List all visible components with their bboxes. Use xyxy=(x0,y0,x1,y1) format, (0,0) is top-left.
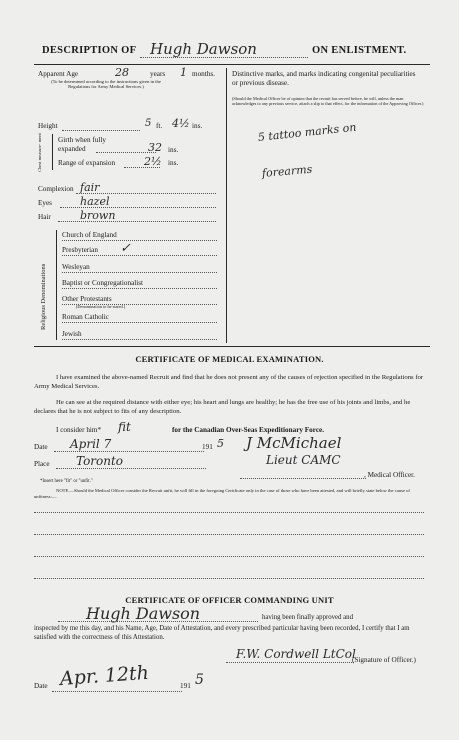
age-years: 28 xyxy=(115,66,129,79)
religion-item xyxy=(62,279,143,287)
medical-year-suffix: 5 xyxy=(217,437,224,450)
girth-label: Girth when fully expanded xyxy=(58,136,106,153)
hair-value: brown xyxy=(80,209,116,222)
religion-item xyxy=(62,263,90,271)
religion-item-label: Other Protestants xyxy=(62,295,112,303)
header-rule xyxy=(34,64,430,65)
commanding-title: CERTIFICATE OF OFFICER COMMANDING UNIT xyxy=(125,595,334,605)
marks-heading: Distinctive marks, and marks indicating congenital peculiarities or previous disease. xyxy=(232,70,416,87)
title-right: ON ENLISTMENT. xyxy=(312,45,407,56)
unfit-line-1 xyxy=(34,512,424,513)
religion-dots xyxy=(62,322,217,323)
religion-item xyxy=(62,330,82,338)
consider-label: I consider him* xyxy=(56,426,102,434)
unfit-line-3 xyxy=(34,556,424,557)
eyes-value: hazel xyxy=(80,195,110,208)
religion-dots xyxy=(62,339,217,340)
religion-side-label: Religious Denominations xyxy=(40,263,47,330)
marks-hand-1: 5 tattoo marks on xyxy=(257,120,357,144)
eyes-dots xyxy=(60,207,216,208)
ins-label-height: ins. xyxy=(192,122,203,130)
religion-item-label: Church of England xyxy=(62,231,117,239)
consider-tail: for the Canadian Over-Seas Expeditionary Force. xyxy=(172,426,324,434)
religion-item xyxy=(62,231,117,239)
ins-label-range: ins. xyxy=(168,159,179,167)
unfit-line-4 xyxy=(34,578,424,579)
religion-dots xyxy=(62,255,217,256)
religion-item-label: Roman Catholic xyxy=(62,313,109,321)
religion-item xyxy=(62,295,112,303)
unfit-line-2 xyxy=(34,534,424,535)
medical-para1: I have examined the above-named Recruit and find that he does not present any of the causes of rejection specified in the Regulations for Army Medical Services. xyxy=(34,374,424,390)
commanding-name-dots xyxy=(58,621,258,622)
commanding-date-label: Date xyxy=(34,682,48,690)
eyes-label: Eyes xyxy=(38,199,52,207)
complexion-dots xyxy=(76,193,216,194)
medical-note: NOTE.—Should the Medical Officer consider the Recruit unfit, he will fill in the foregoing Certificate only in the case of those who have been attested, and will briefly state below the cause of unfitness:— xyxy=(34,488,410,499)
complexion-label: Complexion xyxy=(38,185,74,193)
commanding-date-dots xyxy=(52,691,182,692)
commanding-year-suffix: 5 xyxy=(195,672,204,688)
ins-label-girth: ins. xyxy=(168,146,179,154)
medical-date-label: Date xyxy=(34,443,48,451)
hair-label: Hair xyxy=(38,213,51,221)
age-months: 1 xyxy=(180,66,187,79)
commanding-signature: F.W. Cordwell LtCol xyxy=(236,647,356,661)
consider-value: fit xyxy=(118,420,131,434)
place-label: Place xyxy=(34,460,50,468)
months-label: months. xyxy=(192,70,215,78)
medical-para2: He can see at the required distance with either eye; his heart and lungs are healthy; he has the free use of his joints and limbs, and he declares that he is not subject to fits of any description. xyxy=(34,399,411,415)
religion-item-label: Jewish xyxy=(62,330,82,338)
height-ft: 5 xyxy=(145,118,152,129)
insert-note: *Insert here "fit" or "unfit." xyxy=(40,479,93,484)
religion-bracket xyxy=(56,230,57,340)
commanding-sig-dots xyxy=(226,662,354,663)
medical-signature: J McMichael xyxy=(246,434,342,452)
religion-item-label: Wesleyan xyxy=(62,263,90,271)
medical-top-rule xyxy=(34,346,430,347)
ft-label: ft. xyxy=(156,122,163,130)
religion-mark: ✓ xyxy=(120,241,131,256)
other-note: (Denomination to be stated.) xyxy=(76,304,126,309)
medical-date-value: April 7 xyxy=(70,437,112,451)
height-label: Height xyxy=(38,122,58,130)
girth-value: 32 xyxy=(148,141,162,154)
chest-bracket xyxy=(52,134,53,170)
name-dotted-line xyxy=(140,57,308,58)
title-left: DESCRIPTION OF xyxy=(42,45,137,56)
years-label: years xyxy=(150,70,166,78)
religion-dots xyxy=(62,288,217,289)
apparent-age-label: Apparent Age xyxy=(38,70,79,78)
commanding-year-prefix: 191 xyxy=(180,682,191,690)
medical-signature-rank: Lieut CAMC xyxy=(266,453,341,467)
age-note: (To be determined according to the instructions given in the Regulations for Army Medical Services.) xyxy=(51,79,161,90)
medical-date-dots xyxy=(54,451,204,452)
range-value: 2½ xyxy=(144,155,162,168)
chest-label: Chest measure- ment xyxy=(37,133,42,172)
officer-dots xyxy=(240,478,366,479)
commanding-date-value: Apr. 12th xyxy=(59,661,150,690)
height-dots xyxy=(62,130,140,131)
medical-year-prefix: 191 xyxy=(202,443,213,451)
religion-dots xyxy=(62,240,217,241)
recruit-name: Hugh Dawson xyxy=(150,40,257,58)
commanding-tail1: having been finally approved and xyxy=(262,614,353,621)
medical-title: CERTIFICATE OF MEDICAL EXAMINATION. xyxy=(135,354,324,364)
religion-item xyxy=(62,313,109,321)
religion-item-label: Baptist or Congregationalist xyxy=(62,279,144,287)
place-dots xyxy=(56,468,206,469)
hair-dots xyxy=(58,221,216,222)
girth-dots xyxy=(96,152,156,153)
commanding-name: Hugh Dawson xyxy=(86,604,201,623)
range-label: Range of expansion xyxy=(58,159,116,167)
religion-dots xyxy=(62,272,217,273)
column-divider xyxy=(226,68,227,343)
commanding-para: inspected by me this day, and his Name, Age, Date of Attestation, and every prescribed particular having been recorded, I certify that I am satisfied with the correctness of this Attestation. xyxy=(34,625,410,641)
religion-item xyxy=(62,246,98,254)
complexion-value: fair xyxy=(80,181,100,194)
religion-item-label: Presbyterian xyxy=(62,246,98,254)
height-ins: 4½ xyxy=(172,117,190,130)
marks-note: (Should the Medical Officer be of opinion that the recruit has served before, he will, unless the man acknowledges to any previous service, attach a slip to that effect, for the information of the Approving Officer.) xyxy=(232,96,424,106)
commanding-sig-label: (Signature of Officer.) xyxy=(352,656,416,664)
marks-hand-2: forearms xyxy=(261,162,313,180)
medical-officer-label: , Medical Officer. xyxy=(364,471,415,479)
place-value: Toronto xyxy=(76,454,124,468)
